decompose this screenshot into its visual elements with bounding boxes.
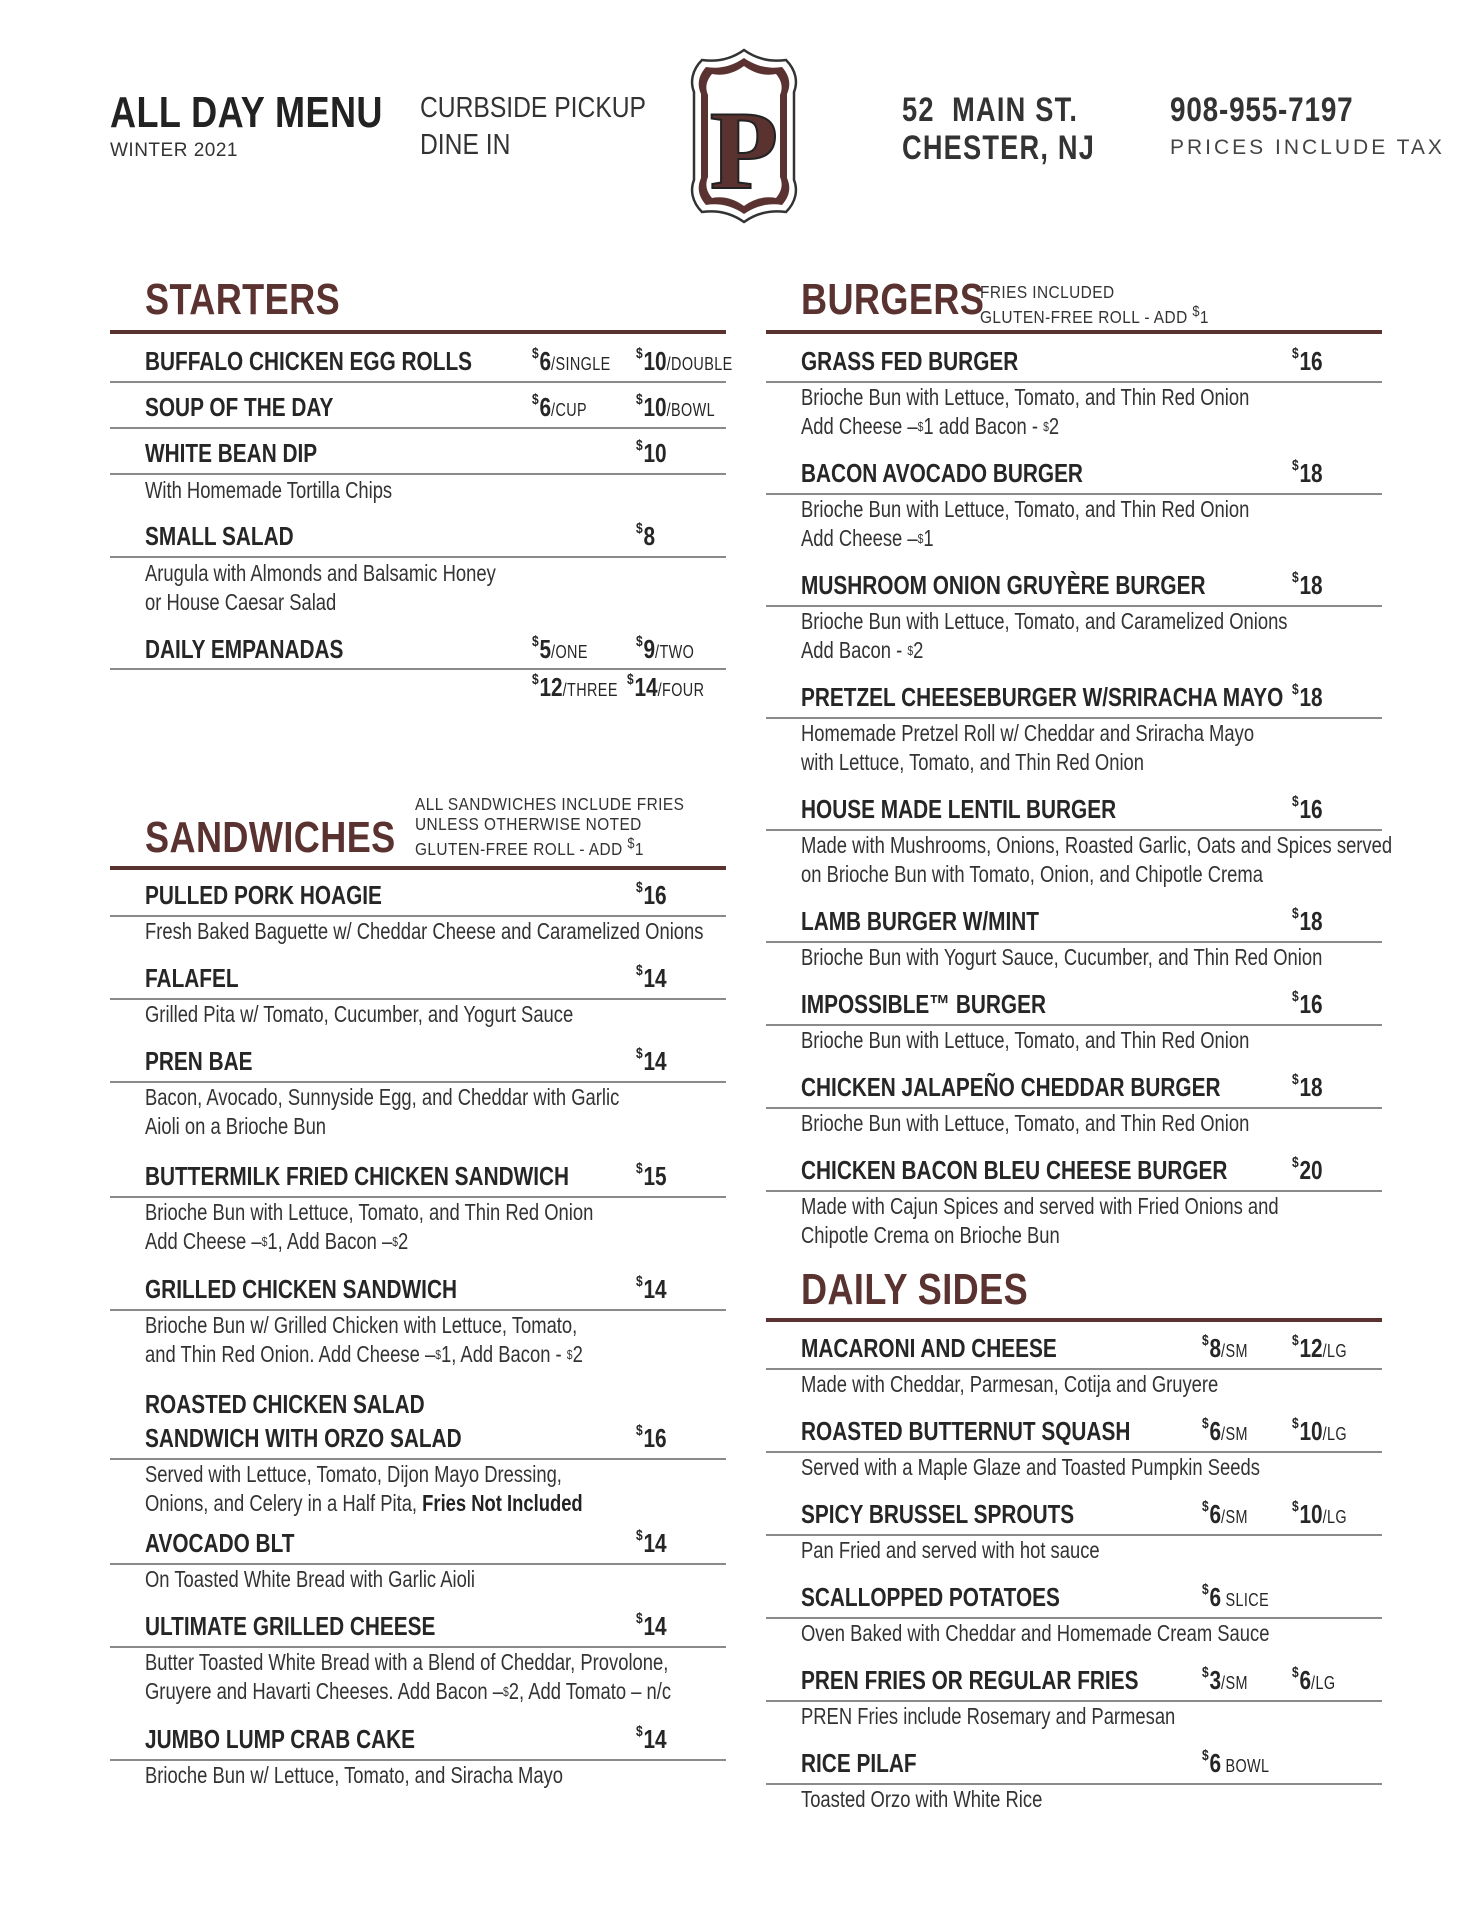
item-name: SMALL SALAD bbox=[145, 521, 294, 551]
item-name: GRILLED CHICKEN SANDWICH bbox=[145, 1274, 457, 1304]
row-rule bbox=[110, 381, 726, 383]
row-rule bbox=[110, 556, 726, 558]
item-name: BUFFALO CHICKEN EGG ROLLS bbox=[145, 346, 473, 376]
item-price: $14 bbox=[636, 962, 667, 993]
item-price: $12/LG bbox=[1292, 1332, 1348, 1363]
item-name: LAMB BURGER W/MINT bbox=[801, 906, 1040, 936]
item-name: GRASS FED BURGER bbox=[801, 346, 1019, 376]
item-description: On Toasted White Bread with Garlic Aioli bbox=[145, 1566, 475, 1592]
item-price: $8 bbox=[636, 520, 656, 551]
item-price: $12/THREE bbox=[532, 671, 618, 702]
item-description: Brioche Bun w/ Grilled Chicken with Lettuce, Tomato, and Thin Red Onion. Add Cheese –$1, Add Bacon - $2 bbox=[145, 1312, 583, 1367]
item-price: $10/LG bbox=[1292, 1415, 1348, 1446]
item-name: PRETZEL CHEESEBURGER W/SRIRACHA MAYO bbox=[801, 682, 1284, 712]
address-city: CHESTER, NJ bbox=[902, 129, 1096, 167]
item-name: IMPOSSIBLE™ BURGER bbox=[801, 989, 1046, 1019]
item-name: BUTTERMILK FRIED CHICKEN SANDWICH bbox=[145, 1161, 570, 1191]
item-price: $9/TWO bbox=[636, 633, 695, 664]
burgers-title: BURGERS bbox=[801, 275, 985, 324]
item-name: MACARONI AND CHEESE bbox=[801, 1333, 1057, 1363]
item-description: Made with Cajun Spices and served with Fried Onions and Chipotle Crema on Brioche Bun bbox=[801, 1193, 1279, 1248]
item-price: $3/SM bbox=[1202, 1664, 1248, 1695]
item-name: HOUSE MADE LENTIL BURGER bbox=[801, 794, 1117, 824]
item-price: $10 bbox=[636, 437, 667, 468]
item-name: SANDWICH WITH ORZO SALAD bbox=[145, 1423, 462, 1453]
item-name: RICE PILAF bbox=[801, 1748, 917, 1778]
item-price: $16 bbox=[636, 879, 667, 910]
item-price: $15 bbox=[636, 1160, 667, 1191]
item-description: Butter Toasted White Bread with a Blend of Cheddar, Provolone, Gruyere and Havarti Cheeses. Add Bacon –$2, Add Tomato – n/c bbox=[145, 1649, 672, 1704]
item-description: Made with Mushrooms, Onions, Roasted Garlic, Oats and Spices served on Brioche Bun with Tomato, Onion, and Chipotle Crema bbox=[801, 832, 1393, 887]
item-price: $5/ONE bbox=[532, 633, 588, 664]
item-name: SOUP OF THE DAY bbox=[145, 392, 334, 422]
item-price: $10/LG bbox=[1292, 1498, 1348, 1529]
logo-letter: P bbox=[709, 89, 779, 213]
item-name: BACON AVOCADO BURGER bbox=[801, 458, 1083, 488]
item-description: Brioche Bun with Lettuce, Tomato, and Thin Red Onion bbox=[801, 1110, 1250, 1136]
service-options bbox=[420, 90, 646, 164]
item-name: AVOCADO BLT bbox=[145, 1528, 295, 1558]
item-price: $14 bbox=[636, 1527, 667, 1558]
item-description: Brioche Bun with Lettuce, Tomato, and Thin Red Onion Add Cheese –$1 bbox=[801, 496, 1250, 551]
item-price: $6/SINGLE bbox=[532, 345, 611, 376]
row-rule bbox=[110, 427, 726, 429]
item-price: $14 bbox=[636, 1610, 667, 1641]
sandwiches-title: SANDWICHES bbox=[145, 813, 396, 862]
item-name: FALAFEL bbox=[145, 963, 239, 993]
item-name: WHITE BEAN DIP bbox=[145, 438, 318, 468]
item-description: Brioche Bun with Lettuce, Tomato, and Thin Red Onion bbox=[801, 1027, 1250, 1053]
item-price: $18 bbox=[1292, 569, 1323, 600]
item-price: $16 bbox=[1292, 988, 1323, 1019]
address-street: 52 MAIN ST. bbox=[902, 91, 1079, 129]
item-description: Brioche Bun with Lettuce, Tomato, and Thin Red Onion Add Cheese –$1, Add Bacon –$2 bbox=[145, 1199, 594, 1254]
service-curbside: CURBSIDE PICKUP bbox=[420, 92, 647, 124]
item-name: PREN BAE bbox=[145, 1046, 253, 1076]
item-price: $14 bbox=[636, 1723, 667, 1754]
item-description: Oven Baked with Cheddar and Homemade Cream Sauce bbox=[801, 1620, 1270, 1646]
item-description: Served with a Maple Glaze and Toasted Pumpkin Seeds bbox=[801, 1454, 1260, 1480]
sides-divider bbox=[766, 1318, 1382, 1322]
service-dine-in: DINE IN bbox=[420, 129, 511, 161]
item-description: Made with Cheddar, Parmesan, Cotija and Gruyere bbox=[801, 1371, 1219, 1397]
item-description: Brioche Bun with Lettuce, Tomato, and Caramelized Onions Add Bacon - $2 bbox=[801, 608, 1288, 663]
restaurant-logo bbox=[688, 48, 800, 224]
item-name: DAILY EMPANADAS bbox=[145, 634, 344, 664]
item-description: Toasted Orzo with White Rice bbox=[801, 1786, 1043, 1812]
item-price: $18 bbox=[1292, 681, 1323, 712]
item-price: $16 bbox=[1292, 793, 1323, 824]
item-name: SCALLOPPED POTATOES bbox=[801, 1582, 1060, 1612]
sandwiches-notes: ALL SANDWICHES INCLUDE FRIES UNLESS OTHERWISE NOTED GLUTEN-FREE ROLL - ADD $1 bbox=[415, 794, 685, 859]
item-name: CHICKEN BACON BLEU CHEESE BURGER bbox=[801, 1155, 1228, 1185]
row-rule bbox=[110, 473, 726, 475]
item-price: $6/SM bbox=[1202, 1415, 1248, 1446]
menu-title: ALL DAY MENU bbox=[110, 88, 383, 137]
starters-title: STARTERS bbox=[145, 275, 341, 324]
item-name: ULTIMATE GRILLED CHEESE bbox=[145, 1611, 436, 1641]
item-name: PREN FRIES OR REGULAR FRIES bbox=[801, 1665, 1139, 1695]
item-description: Brioche Bun w/ Lettuce, Tomato, and Siracha Mayo bbox=[145, 1762, 563, 1788]
item-price: $6/LG bbox=[1292, 1664, 1336, 1695]
address bbox=[902, 91, 1095, 167]
fries-not-included-note: Fries Not Included bbox=[422, 1490, 583, 1516]
item-description: Arugula with Almonds and Balsamic Honey or House Caesar Salad bbox=[145, 560, 496, 615]
item-name: MUSHROOM ONION GRUYÈRE BURGER bbox=[801, 570, 1206, 600]
item-description: Brioche Bun with Lettuce, Tomato, and Thin Red Onion Add Cheese –$1 add Bacon - $2 bbox=[801, 384, 1250, 439]
sandwiches-divider bbox=[110, 866, 726, 870]
burgers-divider bbox=[766, 330, 1382, 334]
item-price: $20 bbox=[1292, 1154, 1323, 1185]
item-name: JUMBO LUMP CRAB CAKE bbox=[145, 1724, 416, 1754]
item-description: Fresh Baked Baguette w/ Cheddar Cheese and Caramelized Onions bbox=[145, 918, 704, 944]
item-description: PREN Fries include Rosemary and Parmesan bbox=[801, 1703, 1176, 1729]
item-price: $6/SM bbox=[1202, 1498, 1248, 1529]
item-name: ROASTED CHICKEN SALAD bbox=[145, 1389, 425, 1419]
item-price: $10/DOUBLE bbox=[636, 345, 733, 376]
item-description: Grilled Pita w/ Tomato, Cucumber, and Yogurt Sauce bbox=[145, 1001, 574, 1027]
item-description: Bacon, Avocado, Sunnyside Egg, and Cheddar with Garlic Aioli on a Brioche Bun bbox=[145, 1084, 620, 1139]
item-price: $18 bbox=[1292, 1071, 1323, 1102]
item-description: Brioche Bun with Yogurt Sauce, Cucumber, and Thin Red Onion bbox=[801, 944, 1323, 970]
phone-number[interactable]: 908-955-7197 bbox=[1170, 91, 1354, 129]
item-name: CHICKEN JALAPEÑO CHEDDAR BURGER bbox=[801, 1072, 1221, 1102]
item-price: $16 bbox=[1292, 345, 1323, 376]
item-price: $14 bbox=[636, 1045, 667, 1076]
item-description: Homemade Pretzel Roll w/ Cheddar and Sriracha Mayo with Lettuce, Tomato, and Thin Red Onion bbox=[801, 720, 1255, 775]
item-description: Pan Fried and served with hot sauce bbox=[801, 1537, 1100, 1563]
item-price: $10/BOWL bbox=[636, 391, 716, 422]
item-price: $16 bbox=[636, 1422, 667, 1453]
item-price: $6 SLICE bbox=[1202, 1581, 1270, 1612]
menu-season: WINTER 2021 bbox=[110, 140, 238, 161]
item-description: With Homemade Tortilla Chips bbox=[145, 477, 393, 503]
item-price: $6 BOWL bbox=[1202, 1747, 1270, 1778]
item-description: Served with Lettuce, Tomato, Dijon Mayo Dressing, Onions, and Celery in a Half Pita, Fries Not Included bbox=[145, 1461, 583, 1516]
item-name: SPICY BRUSSEL SPROUTS bbox=[801, 1499, 1075, 1529]
item-price: $18 bbox=[1292, 457, 1323, 488]
item-name: PULLED PORK HOAGIE bbox=[145, 880, 382, 910]
burgers-notes: FRIES INCLUDED GLUTEN-FREE ROLL - ADD $1 bbox=[980, 282, 1209, 327]
tax-note: PRICES INCLUDE TAX bbox=[1170, 136, 1445, 159]
item-price: $8/SM bbox=[1202, 1332, 1248, 1363]
item-price: $14/FOUR bbox=[627, 671, 705, 702]
item-price: $6/CUP bbox=[532, 391, 588, 422]
sides-title: DAILY SIDES bbox=[801, 1265, 1029, 1314]
item-price: $18 bbox=[1292, 905, 1323, 936]
item-name: ROASTED BUTTERNUT SQUASH bbox=[801, 1416, 1131, 1446]
item-price: $14 bbox=[636, 1273, 667, 1304]
starters-divider bbox=[110, 330, 726, 334]
row-rule bbox=[110, 668, 726, 670]
